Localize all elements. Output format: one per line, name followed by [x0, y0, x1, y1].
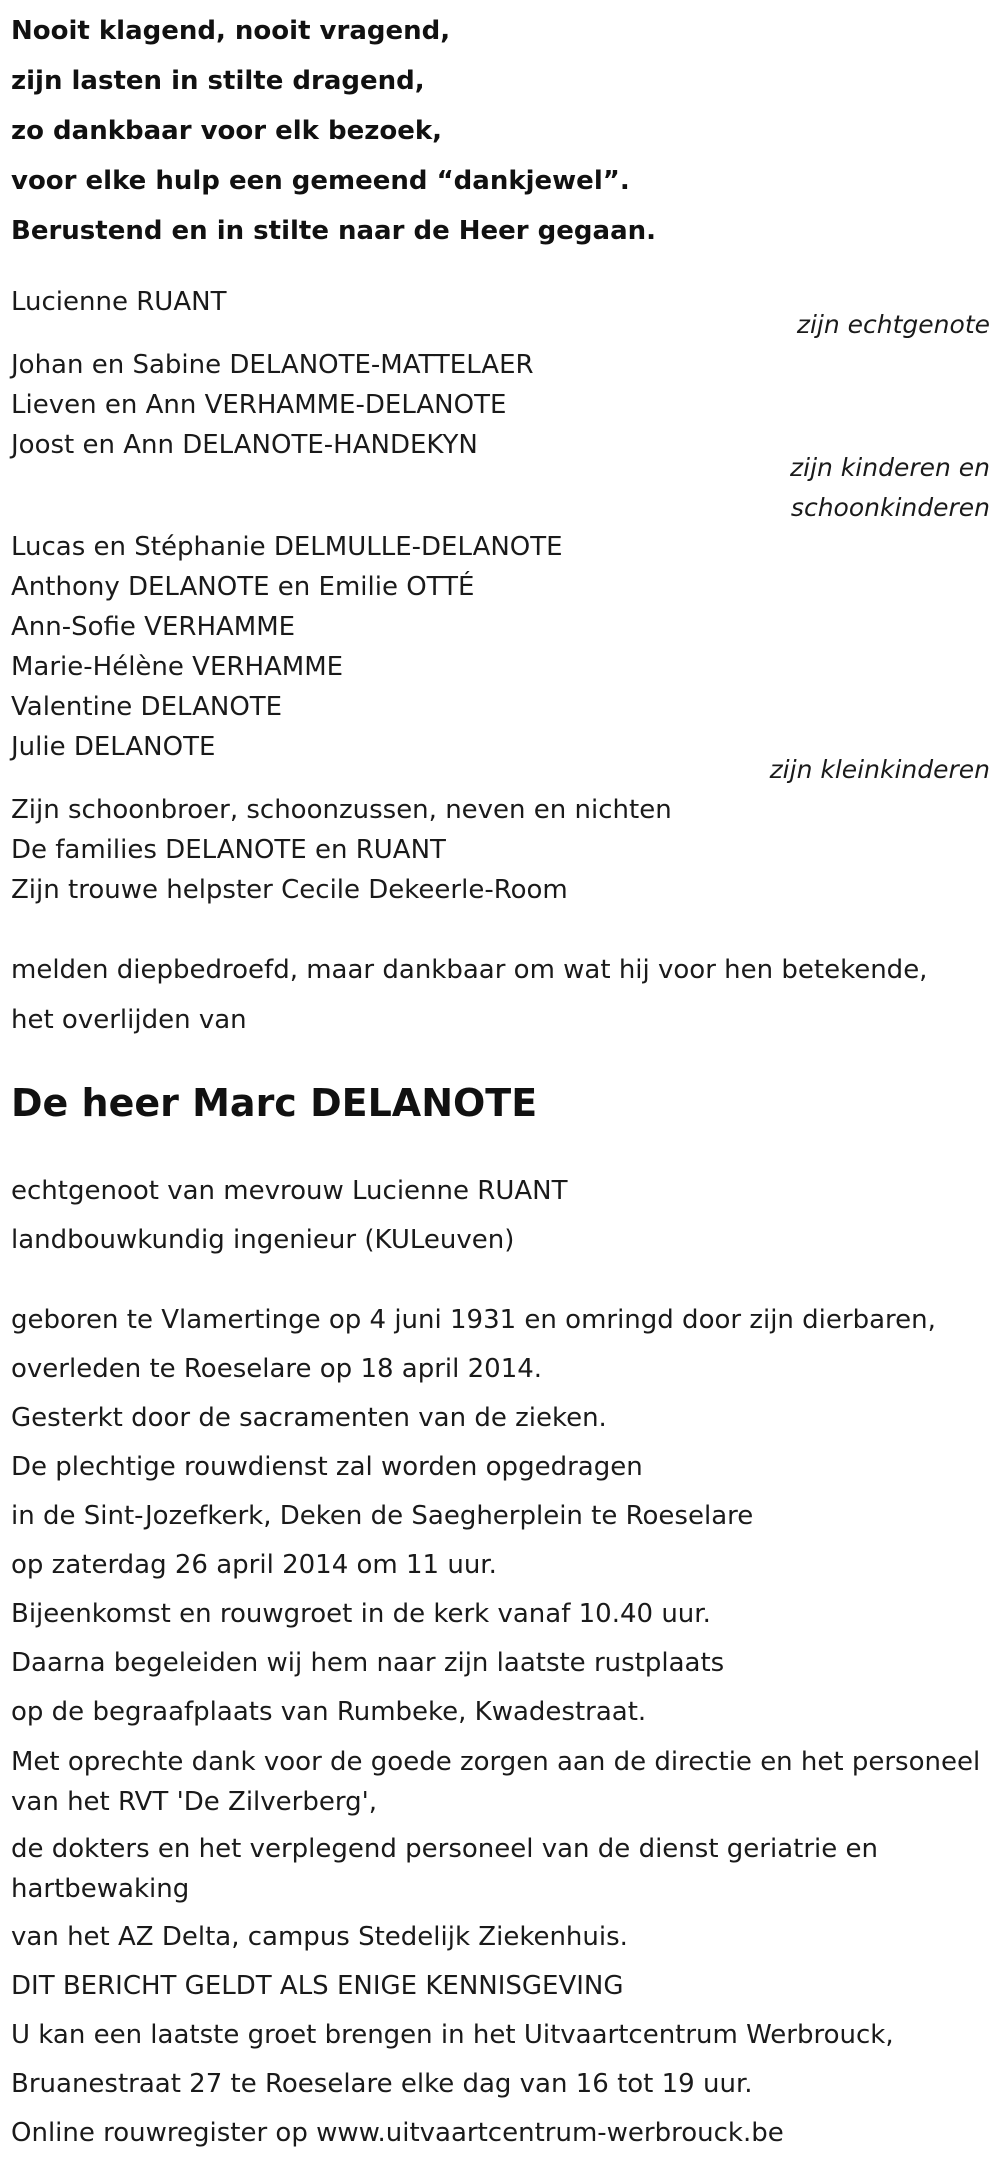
announce-line: melden diepbedroefd, maar dankbaar om wat hij voor hen betekende,	[11, 955, 928, 985]
body-paragraph: de dokters en het verplegend personeel van de dienst geriatrie en hartbewaking	[11, 1834, 878, 1904]
body-line: in de Sint-Jozefkerk, Deken de Saegherplein te Roeselare	[11, 1501, 754, 1531]
deceased-name: De heer Marc DELANOTE	[11, 1081, 538, 1125]
poem-line: zo dankbaar voor elk bezoek,	[11, 116, 443, 146]
children-relation: zijn kinderen en	[790, 453, 990, 482]
grandchild-name: Ann-Sofie VERHAMME	[11, 612, 296, 642]
child-name: Joost en Ann DELANOTE-HANDEKYN	[11, 430, 478, 460]
body-line: op de begraafplaats van Rumbeke, Kwadestraat.	[11, 1697, 647, 1727]
body-paragraph: Met oprechte dank voor de goede zorgen aan de directie en het personeel van het RVT 'De Zilverberg',	[11, 1747, 981, 1817]
grandchild-name: Valentine DELANOTE	[11, 692, 283, 722]
body-line: van het AZ Delta, campus Stedelijk Ziekenhuis.	[11, 1922, 628, 1952]
child-name: Lieven en Ann VERHAMME-DELANOTE	[11, 390, 507, 420]
grandchild-name: Julie DELANOTE	[11, 732, 216, 762]
family-line: De families DELANOTE en RUANT	[11, 835, 446, 865]
body-line: Bijeenkomst en rouwgroet in de kerk vanaf 10.40 uur.	[11, 1599, 711, 1629]
grandchild-name: Anthony DELANOTE en Emilie OTTÉ	[11, 572, 475, 602]
poem-line: Nooit klagend, nooit vragend,	[11, 16, 451, 46]
grandchild-name: Marie-Hélène VERHAMME	[11, 652, 344, 682]
grandchildren-relation: zijn kleinkinderen	[769, 755, 990, 784]
body-line: Bruanestraat 27 te Roeselare elke dag van 16 tot 19 uur.	[11, 2069, 753, 2099]
family-line: Zijn trouwe helpster Cecile Dekeerle-Room	[11, 875, 568, 905]
grandchild-name: Lucas en Stéphanie DELMULLE-DELANOTE	[11, 532, 563, 562]
deceased-detail: landbouwkundig ingenieur (KULeuven)	[11, 1225, 515, 1255]
announce-line: het overlijden van	[11, 1005, 247, 1035]
poem-line: voor elke hulp een gemeend “dankjewel”.	[11, 166, 630, 196]
notice-line: DIT BERICHT GELDT ALS ENIGE KENNISGEVING	[11, 1971, 624, 2001]
poem	[11, 6, 991, 256]
spouse-name: Lucienne RUANT	[11, 287, 227, 317]
deceased-detail: echtgenoot van mevrouw Lucienne RUANT	[11, 1176, 568, 1206]
body-line: overleden te Roeselare op 18 april 2014.	[11, 1354, 543, 1384]
child-name: Johan en Sabine DELANOTE-MATTELAER	[11, 350, 534, 380]
body-line: op zaterdag 26 april 2014 om 11 uur.	[11, 1550, 497, 1580]
body-line: De plechtige rouwdienst zal worden opgedragen	[11, 1452, 643, 1482]
children-relation: schoonkinderen	[790, 493, 990, 522]
poem-line: zijn lasten in stilte dragend,	[11, 66, 425, 96]
body-line: Gesterkt door de sacramenten van de zieken.	[11, 1403, 607, 1433]
body-line: U kan een laatste groet brengen in het Uitvaartcentrum Werbrouck,	[11, 2020, 894, 2050]
spouse-relation: zijn echtgenote	[796, 310, 990, 339]
body-line: Daarna begeleiden wij hem naar zijn laatste rustplaats	[11, 1648, 725, 1678]
body-line: geboren te Vlamertinge op 4 juni 1931 en omringd door zijn dierbaren,	[11, 1305, 936, 1335]
online-register-line: Online rouwregister op www.uitvaartcentrum-werbrouck.be	[11, 2118, 784, 2148]
poem-line: Berustend en in stilte naar de Heer gegaan.	[11, 216, 657, 246]
family-line: Zijn schoonbroer, schoonzussen, neven en nichten	[11, 795, 672, 825]
